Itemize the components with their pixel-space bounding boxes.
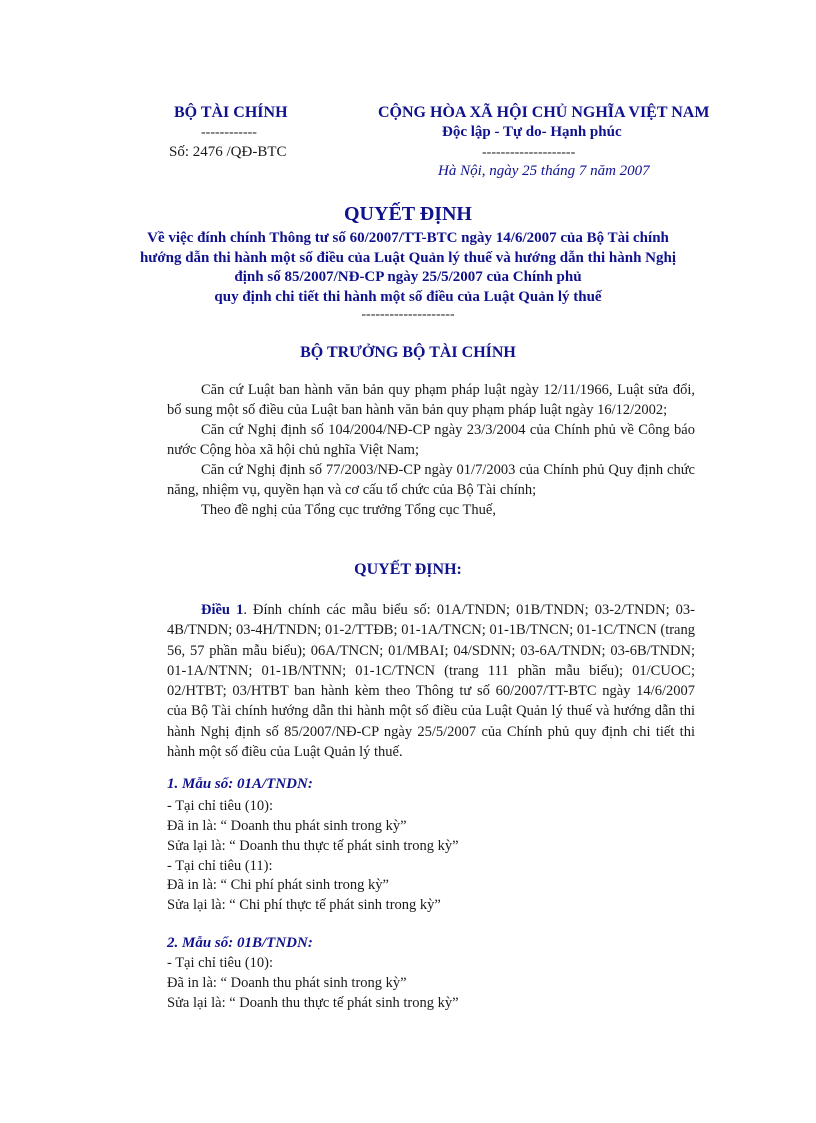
document-title: QUYẾT ĐỊNH bbox=[344, 203, 472, 225]
section-2-heading: 2. Mẫu số: 01B/TNDN: bbox=[167, 935, 313, 951]
legal-basis-2: Căn cứ Nghị định số 104/2004/NĐ-CP ngày 23/3/2004 của Chính phủ về Công báo nước Cộng hòa xã hội chủ nghĩa Việt Nam; bbox=[167, 422, 695, 458]
section-1-line-5: Đã in là: “ Chi phí phát sinh trong kỳ” bbox=[167, 877, 389, 893]
title-line-4: quy định chi tiết thi hành một số điều của Luật Quản lý thuế bbox=[214, 289, 602, 305]
section-2-line-3: Sửa lại là: “ Doanh thu thực tế phát sinh trong kỳ” bbox=[167, 995, 459, 1011]
title-line-1: Về việc đính chính Thông tư số 60/2007/TT-BTC ngày 14/6/2007 của Bộ Tài chính bbox=[147, 230, 669, 246]
legal-basis-1: Căn cứ Luật ban hành văn bản quy phạm pháp luật ngày 12/11/1966, Luật sửa đổi, bổ sung một số điều của Luật ban hành văn bản quy phạm pháp luật ngày 16/12/2002; bbox=[167, 382, 695, 418]
legal-bases bbox=[167, 380, 695, 520]
section-1-heading: 1. Mẫu số: 01A/TNDN: bbox=[167, 776, 313, 792]
title-line-2: hướng dẫn thi hành một số điều của Luật Quản lý thuế và hướng dẫn thi hành Nghị bbox=[139, 250, 677, 266]
national-motto: Độc lập - Tự do- Hạnh phúc bbox=[442, 124, 622, 140]
section-1-line-4: - Tại chỉ tiêu (11): bbox=[167, 858, 273, 874]
place-and-date: Hà Nội, ngày 25 tháng 7 năm 2007 bbox=[438, 163, 650, 179]
title-separator: -------------------- bbox=[361, 307, 455, 322]
article-1 bbox=[167, 600, 695, 762]
section-1-line-1: - Tại chỉ tiêu (10): bbox=[167, 798, 274, 814]
issuing-authority: BỘ TRƯỞNG BỘ TÀI CHÍNH bbox=[300, 344, 516, 361]
section-1-line-6: Sửa lại là: “ Chi phí thực tế phát sinh trong kỳ” bbox=[167, 897, 441, 913]
legal-basis-3: Căn cứ Nghị định số 77/2003/NĐ-CP ngày 01/7/2003 của Chính phủ Quy định chức năng, nhiệm vụ, quyền hạn và cơ cấu tổ chức của Bộ Tài chính; bbox=[167, 462, 695, 498]
section-2-line-1: - Tại chỉ tiêu (10): bbox=[167, 955, 274, 971]
document-number: Số: 2476 /QĐ-BTC bbox=[169, 144, 287, 160]
title-line-3: định số 85/2007/NĐ-CP ngày 25/5/2007 của Chính phủ bbox=[234, 269, 582, 285]
ministry-separator: ------------ bbox=[201, 125, 257, 140]
article-1-label: Điều 1 bbox=[201, 602, 244, 618]
country-name: CỘNG HÒA XÃ HỘI CHỦ NGHĨA VIỆT NAM bbox=[378, 104, 710, 121]
section-2-line-2: Đã in là: “ Doanh thu phát sinh trong kỳ” bbox=[167, 975, 407, 991]
legal-basis-4: Theo đề nghị của Tổng cục trưởng Tổng cục Thuế, bbox=[201, 502, 496, 518]
motto-separator: -------------------- bbox=[482, 145, 576, 160]
decision-heading: QUYẾT ĐỊNH: bbox=[354, 561, 462, 578]
section-1-line-3: Sửa lại là: “ Doanh thu thực tế phát sinh trong kỳ” bbox=[167, 838, 459, 854]
ministry-name: BỘ TÀI CHÍNH bbox=[174, 104, 288, 121]
article-1-text: . Đính chính các mẫu biểu số: 01A/TNDN; 01B/TNDN; 03-2/TNDN; 03-4B/TNDN; 03-4H/TNDN; 01-2/TTĐB; 01-1A/TNCN; 01-1B/TNCN; 01-1C/TNCN (trang 56, 57 phần mẫu biểu); 06A/TNCN; 01/MBAI; 04/SDNN; 03-6A/TNDN; 03-6B/TNDN; 01-1A/NTNN; 01-1B/NTNN; 01-1C/TNCN (trang 111 phần mẫu biểu); 01/CUOC; 02/HTBT; 03/HTBT ban hành kèm theo Thông tư số 60/2007/TT-BTC ngày 14/6/2007 của Bộ Tài chính hướng dẫn thi hành một số điều của Luật Quản lý thuế và hướng dẫn thi hành Nghị định số 85/2007/NĐ-CP ngày 25/5/2007 của Chính phủ quy định chi tiết thi hành một số điều của Luật Quản lý thuế. bbox=[167, 602, 696, 761]
section-1-line-2: Đã in là: “ Doanh thu phát sinh trong kỳ” bbox=[167, 818, 407, 834]
